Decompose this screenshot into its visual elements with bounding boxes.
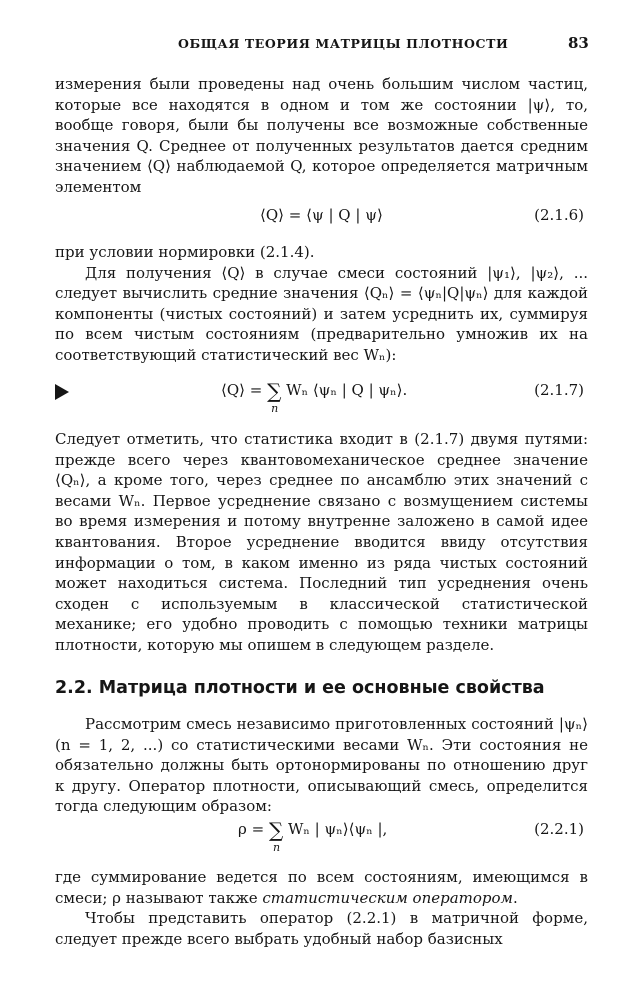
equation-2-1-7 <box>55 379 588 415</box>
equation-lhs: ⟨Q⟩ = <box>221 381 268 399</box>
paragraph-text: Чтобы представить оператор (2.2.1) в матричной форме, следует прежде всего выбрать удобный набор базисных <box>55 909 588 948</box>
italic-term: статистическим оператором <box>262 888 513 907</box>
paragraph-text: Для получения ⟨Q⟩ в случае смеси состояний |ψ₁⟩, |ψ₂⟩, ... следует вычислить средние значения ⟨Qₙ⟩ = ⟨ψₙ|Q|ψₙ⟩ для каждой компоненты (чистых состояний) и затем усреднить их, суммируя по всем чистым состояниям (предварительно умножив их на соответствующий статистический вес Wₙ): <box>55 263 588 364</box>
paragraph-text: при условии нормировки (2.1.4). <box>55 243 315 261</box>
equation-lhs: ρ = <box>238 820 269 838</box>
equation-formula: ⟨Q⟩ = ⟨ψ | Q | ψ⟩ <box>260 206 383 224</box>
paragraph-text: измерения были проведены над очень большим числом частиц, которые все находятся в одном и том же состоянии |ψ⟩, то, вообще говоря, были бы получены все возможные собственные значения Q. Среднее от полученных результатов дается средним значением ⟨Q⟩ наблюдаемой Q, которое определяется матричным элементом <box>55 75 588 196</box>
equation-formula <box>221 379 408 415</box>
equation-rhs: Wₙ | ψₙ⟩⟨ψₙ |, <box>283 820 388 838</box>
paragraph-text: Следует отметить, что статистика входит в (2.1.7) двумя путями: прежде всего через квантовомеханическое среднее значение ⟨Qₙ⟩, а кроме того, через среднее по ансамблю этих значений с весами Wₙ. Первое усреднение связано с возмущением системы во время измерения и потому внутренне заложено в самой идее квантования. Второе усреднение вводится ввиду отсутствия информации о том, в каком именно из ряда чистых состояний может находиться система. Последний тип усреднения очень сходен с используемым в классической статистической механике; его удобно проводить с помощью техники матрицы плотности, которую мы опишем в следующем разделе. <box>55 430 588 654</box>
paragraph-text-part: . <box>513 888 518 907</box>
sum-symbol <box>267 379 282 415</box>
page-number: 83 <box>568 34 589 52</box>
paragraph-3 <box>55 429 588 656</box>
paragraph-text: Рассмотрим смесь независимо приготовленных состояний |ψₙ⟩ (n = 1, 2, ...) со статистическими весами Wₙ. Эти состояния не обязательно должны быть ортонормированы по отношению друг к другу. Оператор плотности, описывающий смесь, определится тогда следующим образом: <box>55 715 588 816</box>
paragraph-text <box>55 867 588 908</box>
paragraph-text-part: где суммирование ведется по всем состояниям, имеющимся в смеси; ρ называют также <box>55 868 588 907</box>
equation-formula <box>238 818 388 854</box>
equation-2-2-1 <box>55 818 588 854</box>
sum-sign: ∑ <box>267 379 282 403</box>
paragraph-2 <box>55 242 588 366</box>
paragraph-1 <box>55 74 588 198</box>
equation-number: (2.2.1) <box>534 820 584 838</box>
sum-index: n <box>271 402 279 415</box>
equation-2-1-6 <box>55 206 588 232</box>
sum-symbol <box>268 818 284 854</box>
section-heading: 2.2. Матрица плотности и ее основные свойства <box>55 678 545 698</box>
equation-number: (2.1.6) <box>534 206 584 224</box>
paragraph-4 <box>55 714 588 817</box>
equation-number: (2.1.7) <box>534 381 584 399</box>
sum-index: n <box>272 841 281 854</box>
paragraph-5 <box>55 867 588 949</box>
running-header-title: ОБЩАЯ ТЕОРИЯ МАТРИЦЫ ПЛОТНОСТИ <box>178 36 509 51</box>
sum-sign: ∑ <box>268 818 284 842</box>
equation-rhs: Wₙ ⟨ψₙ | Q | ψₙ⟩. <box>281 381 408 399</box>
